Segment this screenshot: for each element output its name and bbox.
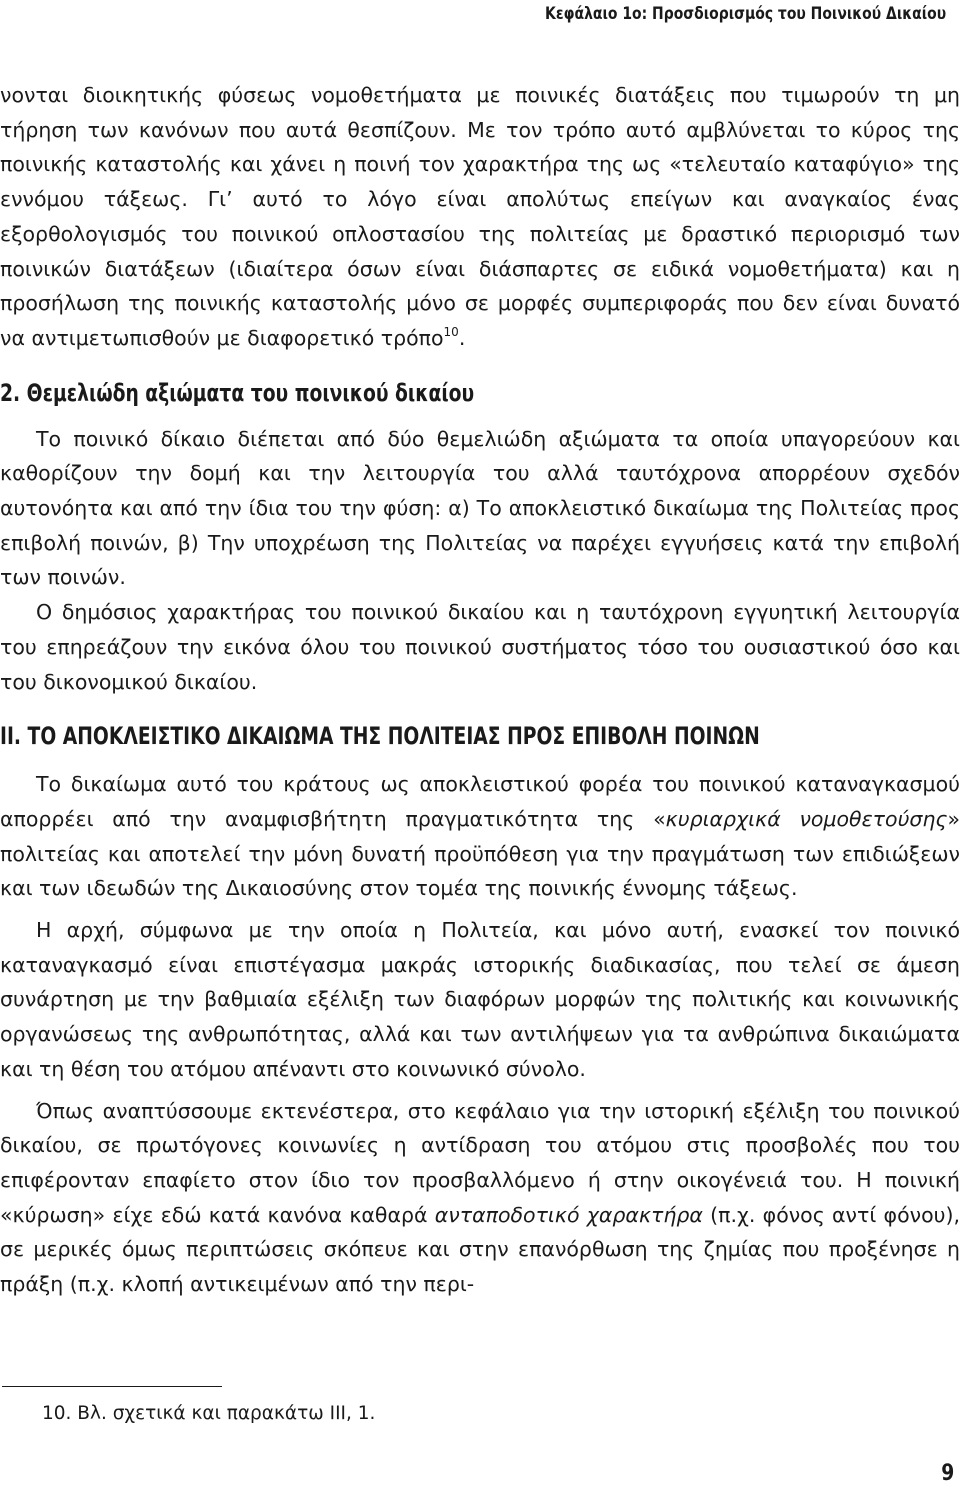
section-heading-2: 2. Θεμελιώδη αξιώματα του ποινικού δικαίου bbox=[0, 378, 475, 407]
running-header: Κεφάλαιο 1ο: Προσδιορισμός του Ποινικού Δικαίου bbox=[544, 4, 946, 24]
paragraph-2a: Το ποινικό δίκαιο διέπεται από δύο θεμελιώδη αξιώματα τα οποία υπαγορεύουν και καθορίζουν την δομή και την λειτουργία του αλλά ταυτόχρονα απορρέουν σχεδόν αυτονόητα και από την ίδια του την φύση: α) Το αποκλειστικό δικαίωμα της Πολιτείας προς επιβολή ποινών, β) Την υποχρέωση της Πολιτείας να παρέχει εγγυήσεις κατά την επιβολή των ποινών. bbox=[0, 426, 960, 590]
paragraph-2b: Ο δημόσιος χαρακτήρας του ποινικού δικαίου και η ταυτόχρονη εγγυητική λειτουργία του επηρεάζουν την εικόνα όλου του ποινικού συστήματος τόσο του ουσιαστικού όσο και του δικονομικού δικαίου. bbox=[0, 600, 960, 694]
paragraph-II-1 bbox=[0, 767, 960, 906]
paragraph-II-3-end: (π.χ. φόνος αντί φόνου), σε μερικές όμως περιπτώσεις σκόπευε και στην επανόρθωση της ζημίας που προξένησε η πράξη (π.χ. κλοπή αντικειμένων από την περι- bbox=[0, 1202, 960, 1297]
paragraph-intro-end: . bbox=[458, 325, 466, 350]
footnote-reference[interactable]: 10 bbox=[443, 324, 459, 339]
footnote-divider bbox=[2, 1386, 222, 1387]
paragraph-intro-text: νονται διοικητικής φύσεως νομοθετήματα με ποινικές διατάξεις που τιμωρούν τη μη τήρηση των κανόνων που αυτά θεσπίζουν. Με τον τρόπο αυτό αμβλύνεται το κύρος της ποινικής καταστολής και χάνει η ποινή τον χαρακτήρα της ως «τελευταίο καταφύγιο» της εννόμου τάξεως. Γι’ αυτό το λόγο είναι απολύτως επείγων και αναγκαίος ένας εξορθολογισμός του ποινικού οπλοστασίου της πολιτείας με δραστικό περιορισμό των ποινικών διατάξεων (ιδιαίτερα όσων είναι διάσπαρτες σε ειδικά νομοθετήματα) και η προσήλωση της ποινικής καταστολής μόνο σε μορφές συμπεριφοράς που δεν είναι δυνατό να αντιμετωπισθούν με διαφορετικό τρόπο bbox=[0, 83, 960, 350]
paragraph-II-1-start: Το δικαίωμα αυτό του κράτους ως αποκλειστικού φορέα του ποινικού καταναγκασμού απορρέει από την αναμφισβήτητη πραγματικότητα της « bbox=[0, 772, 960, 831]
page-body bbox=[0, 78, 960, 1302]
paragraph-II-3 bbox=[0, 1094, 960, 1302]
paragraph-II-3-start: Όπως αναπτύσσουμε εκτενέστερα, στο κεφάλαιο για την ιστορική εξέλιξη του ποινικού δικαίου, σε πρωτόγονες κοινωνίες η αντίδραση του ατόμου στις προσβολές που του επιφέρονταν επαφίετο στον ίδιο τον προσβαλλόμενο ή στην οικογένειά του. Η ποινική «κύρωση» είχε εδώ κατά κανόνα καθαρά bbox=[0, 1098, 960, 1227]
paragraph-II-3-italic: ανταποδοτικό χαρακτήρα bbox=[434, 1202, 703, 1227]
paragraph-II-1-italic: κυριαρχικά νομοθετούσης bbox=[665, 806, 948, 831]
page-number: 9 bbox=[940, 1461, 954, 1486]
paragraph-intro bbox=[0, 78, 960, 356]
section-heading-II: ΙΙ. ΤΟ ΑΠΟΚΛΕΙΣΤΙΚΟ ΔΙΚΑΙΩΜΑ ΤΗΣ ΠΟΛΙΤΕΙΑΣ ΠΡΟΣ ΕΠΙΒΟΛΗ ΠΟΙΝΩΝ bbox=[0, 722, 760, 751]
paragraph-II-1-end: » πολιτείας και αποτελεί την μόνη δυνατή προϋπόθεση για την πραγμάτωση των επιδιώξεων και των ιδεωδών της Δικαιοσύνης στον τομέα της ποινικής έννομης τάξεως. bbox=[0, 806, 960, 901]
paragraph-II-2: Η αρχή, σύμφωνα με την οποία η Πολιτεία, και μόνο αυτή, ενασκεί τον ποινικό καταναγκασμό είναι επιστέγασμα μακράς ιστορικής διαδικασίας, που τελεί σε άμεση συνάρτηση με την βαθμιαία εξέλιξη των διαφόρων μορφών της πολιτικής και κοινωνικής οργανώσεως της ανθρωπότητας, αλλά και των αντιλήψεων για τα ανθρώπινα δικαιώματα και τη θέση του ατόμου απέναντι στο κοινωνικό σύνολο. bbox=[0, 918, 960, 1081]
footnote: 10. Βλ. σχετικά και παρακάτω ΙΙΙ, 1. bbox=[42, 1403, 376, 1424]
